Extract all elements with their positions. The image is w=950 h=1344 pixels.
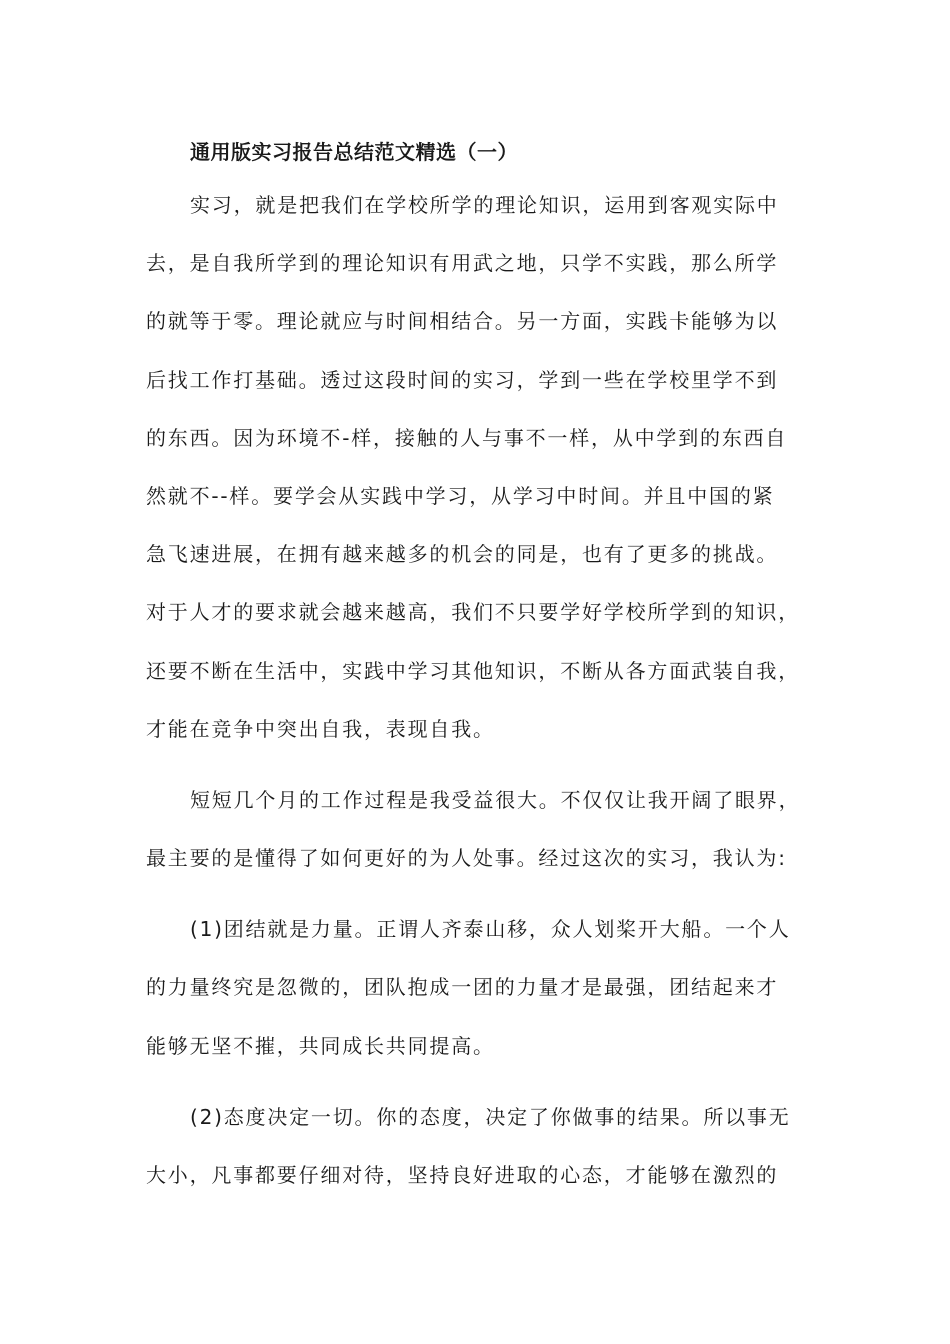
text-line: 急飞速进展，在拥有越来越多的机会的同是，也有了更多的挑战。	[146, 542, 779, 567]
paragraph-2	[146, 771, 822, 887]
text-line: 去，是自我所学到的理论知识有用武之地，只学不实践，那么所学	[146, 251, 779, 276]
document-body	[146, 176, 822, 1204]
text-line: 的就等于零。理论就应与时间相结合。另一方面，实践卡能够为以	[146, 309, 779, 334]
text-line: 后找工作打基础。透过这段时间的实习，学到一些在学校里学不到	[146, 367, 779, 392]
text-line: 最主要的是懂得了如何更好的为人处事。经过这次的实习，我认为:	[146, 846, 787, 871]
text-line: 大小，凡事都要仔细对待，坚持良好进取的心态，才能够在激烈的	[146, 1163, 779, 1187]
text-line: 实习，就是把我们在学校所学的理论知识，运用到客观实际中	[190, 193, 779, 217]
text-line: 短短几个月的工作过程是我受益很大。不仅仅让我开阔了眼界，	[190, 787, 801, 812]
document-title: 通用版实习报告总结范文精选（一）	[190, 140, 518, 164]
text-line: 然就不--样。要学会从实践中学习，从学习中时间。并且中国的紧	[146, 483, 775, 508]
text-line: 才能在竞争中突出自我，表现自我。	[146, 716, 495, 741]
paragraph-4	[146, 1088, 822, 1204]
text-line: (1)团结就是力量。正谓人齐泰山移，众人划桨开大船。一个人	[190, 917, 791, 942]
text-line: 的力量终究是忽微的，团队抱成一团的力量才是最强，团结起来才	[146, 975, 779, 1000]
text-line: 的东西。因为环境不-样，接触的人与事不一样，从中学到的东西自	[146, 425, 788, 450]
paragraph-1	[146, 176, 822, 758]
text-line: 对于人才的要求就会越来越高，我们不只要学好学校所学到的知识，	[146, 600, 800, 625]
text-line: (2)态度决定一切。你的态度，决定了你做事的结果。所以事无	[190, 1104, 791, 1129]
text-line: 能够无坚不摧，共同成长共同提高。	[146, 1033, 495, 1058]
paragraph-3	[146, 900, 822, 1075]
text-line: 还要不断在生活中，实践中学习其他知识，不断从各方面武装自我，	[146, 658, 800, 683]
